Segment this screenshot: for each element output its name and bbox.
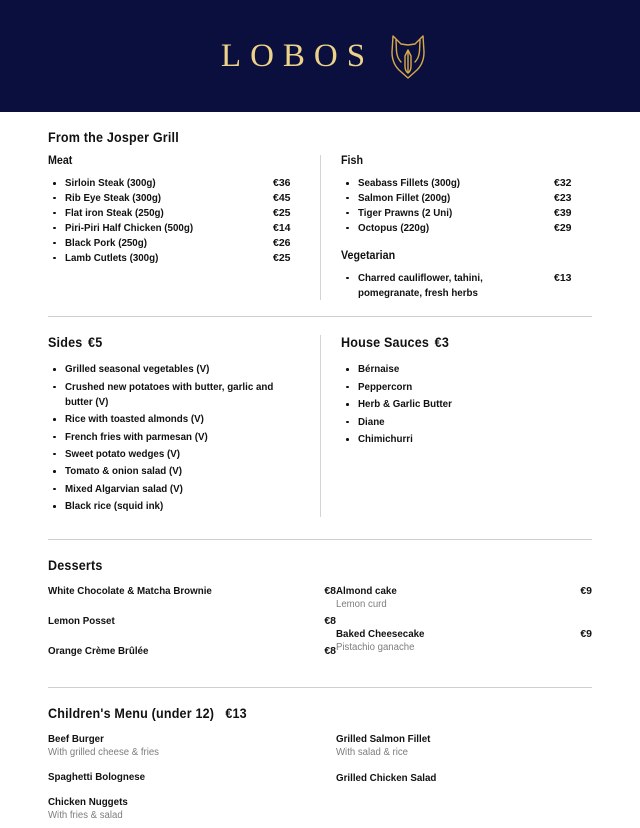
item-name: Sirloin Steak (300g) xyxy=(65,177,156,189)
item-price: €25 xyxy=(273,206,291,219)
children-name: Spaghetti Bolognese xyxy=(48,770,146,783)
sides-columns xyxy=(48,335,592,516)
item-name: Salmon Fillet (200g) xyxy=(358,191,451,204)
children-name: Beef Burger xyxy=(48,732,104,745)
item-name-line2: pomegranate, fresh herbs xyxy=(358,286,478,299)
list-item[interactable] xyxy=(341,415,592,430)
sauces-label: House Sauces xyxy=(341,335,430,351)
dessert-item[interactable] xyxy=(336,628,592,653)
wolf-head-icon xyxy=(388,30,428,82)
list-item[interactable] xyxy=(48,412,320,427)
dessert-price: €9 xyxy=(580,584,592,597)
sauces-column xyxy=(321,335,592,516)
spacer xyxy=(341,236,592,250)
item-price: €14 xyxy=(273,221,291,234)
item-name: Sweet potato wedges (V) xyxy=(65,447,181,460)
sides-list xyxy=(48,362,320,514)
dessert-price: €9 xyxy=(580,627,592,640)
section-sides-sauces xyxy=(48,317,592,539)
dessert-item[interactable] xyxy=(48,615,336,627)
desserts-left-column xyxy=(48,585,336,675)
list-item[interactable] xyxy=(341,271,592,286)
list-item[interactable] xyxy=(48,482,320,497)
grill-columns xyxy=(48,155,592,300)
list-item[interactable] xyxy=(341,191,592,206)
brand-name: LOBOS xyxy=(220,37,375,74)
sauces-list xyxy=(341,362,592,447)
desserts-right-column xyxy=(336,585,592,675)
item-price: €13 xyxy=(554,271,572,284)
item-name: Tiger Prawns (2 Uni) xyxy=(358,206,453,219)
list-item[interactable] xyxy=(48,236,320,251)
list-item[interactable] xyxy=(48,176,320,191)
list-item-continuation xyxy=(341,286,592,301)
children-item[interactable] xyxy=(336,733,592,758)
item-name: French fries with parmesan (V) xyxy=(65,430,208,443)
list-item[interactable] xyxy=(48,464,320,479)
sides-label: Sides xyxy=(48,335,83,351)
list-item[interactable] xyxy=(341,432,592,447)
menu-body xyxy=(0,112,640,828)
dessert-price: €8 xyxy=(324,614,336,627)
list-item[interactable] xyxy=(341,362,592,377)
item-name: Grilled seasonal vegetables (V) xyxy=(65,363,210,376)
dessert-item[interactable] xyxy=(48,585,336,597)
item-price: €32 xyxy=(554,177,572,189)
list-item[interactable] xyxy=(341,221,592,236)
children-name: Grilled Chicken Salad xyxy=(336,771,437,784)
children-name: Grilled Salmon Fillet xyxy=(336,732,431,745)
children-item[interactable] xyxy=(48,771,336,783)
item-name: Mixed Algarvian salad (V) xyxy=(65,482,183,495)
item-name: Flat iron Steak (250g) xyxy=(65,206,164,219)
dessert-name: Orange Crème Brûlée xyxy=(48,644,149,657)
children-name: Chicken Nuggets xyxy=(48,795,128,808)
list-item[interactable] xyxy=(48,447,320,462)
dessert-name: Baked Cheesecake xyxy=(336,627,425,640)
vegetarian-list xyxy=(341,271,592,301)
item-price: €45 xyxy=(273,191,291,204)
item-name: Rib Eye Steak (300g) xyxy=(65,191,162,204)
section-grill xyxy=(48,112,592,317)
item-name: Herb & Garlic Butter xyxy=(358,398,452,411)
subtitle-fish: Fish xyxy=(341,155,363,167)
children-right-column xyxy=(336,733,592,828)
dessert-name: Almond cake xyxy=(336,584,397,597)
section-desserts xyxy=(48,540,592,688)
list-item[interactable] xyxy=(341,176,592,191)
children-left-column xyxy=(48,733,336,828)
children-description: With fries & salad xyxy=(48,809,123,821)
dessert-price: €8 xyxy=(324,644,336,657)
fish-list xyxy=(341,176,592,236)
item-name: Piri-Piri Half Chicken (500g) xyxy=(65,221,194,234)
dessert-item[interactable] xyxy=(336,585,592,610)
list-item[interactable] xyxy=(48,430,320,445)
sauces-price: €3 xyxy=(434,335,449,351)
children-description: With salad & rice xyxy=(336,746,409,758)
item-price: €36 xyxy=(273,177,291,189)
sides-column xyxy=(48,335,320,516)
dessert-description: Lemon curd xyxy=(336,598,387,610)
children-description: With grilled cheese & fries xyxy=(48,746,159,758)
item-name: Octopus (220g) xyxy=(358,221,430,234)
dessert-item[interactable] xyxy=(48,645,336,657)
list-item[interactable] xyxy=(48,362,320,377)
dessert-price: €8 xyxy=(324,584,336,597)
item-name: Seabass Fillets (300g) xyxy=(358,177,461,189)
children-label: Children's Menu (under 12) xyxy=(48,705,215,721)
list-item[interactable] xyxy=(341,380,592,395)
list-item[interactable] xyxy=(48,499,320,514)
list-item[interactable] xyxy=(48,191,320,206)
item-price: €26 xyxy=(273,236,291,249)
children-price: €13 xyxy=(225,705,247,721)
dessert-name: White Chocolate & Matcha Brownie xyxy=(48,584,212,597)
item-name: Black rice (squid ink) xyxy=(65,500,164,513)
item-name: Black Pork (250g) xyxy=(65,236,147,249)
list-item[interactable] xyxy=(48,251,320,266)
section-title-sauces xyxy=(341,335,574,350)
item-price: €23 xyxy=(554,191,572,204)
section-title-children xyxy=(48,706,554,721)
item-name: Bérnaise xyxy=(358,363,400,376)
subtitle-vegetarian: Vegetarian xyxy=(341,249,396,262)
grill-fish-column xyxy=(321,155,592,300)
meat-list xyxy=(48,176,320,265)
item-name: Rice with toasted almonds (V) xyxy=(65,413,204,426)
list-item[interactable] xyxy=(48,221,320,236)
dessert-description: Pistachio ganache xyxy=(336,641,415,653)
section-title-grill: From the Josper Grill xyxy=(48,130,179,145)
dessert-name: Lemon Posset xyxy=(48,614,115,627)
list-item[interactable] xyxy=(341,206,592,221)
item-name: Charred cauliflower, tahini, xyxy=(358,271,483,284)
section-title-desserts: Desserts xyxy=(48,557,103,573)
item-name: Lamb Cutlets (300g) xyxy=(65,251,159,264)
subtitle-meat: Meat xyxy=(48,155,73,167)
item-price: €25 xyxy=(273,251,291,264)
item-price: €39 xyxy=(554,206,572,219)
list-item[interactable] xyxy=(341,397,592,412)
list-item[interactable] xyxy=(48,206,320,221)
section-title-sides xyxy=(48,335,301,350)
grill-meat-column xyxy=(48,155,320,300)
children-item[interactable] xyxy=(48,733,336,758)
brand-header xyxy=(0,0,640,112)
children-item[interactable] xyxy=(48,796,336,821)
list-item[interactable] xyxy=(48,380,320,410)
item-price: €29 xyxy=(554,221,572,234)
item-name: Crushed new potatoes with butter, garlic and butter (V) xyxy=(65,380,274,408)
children-columns xyxy=(48,733,592,828)
desserts-columns xyxy=(48,585,592,675)
item-name: Diane xyxy=(358,415,385,428)
item-name: Chimichurri xyxy=(358,433,413,446)
item-name: Tomato & onion salad (V) xyxy=(65,465,183,478)
children-item[interactable] xyxy=(336,772,592,784)
item-name: Peppercorn xyxy=(358,380,413,393)
section-children xyxy=(48,688,592,828)
sides-price: €5 xyxy=(88,335,103,351)
